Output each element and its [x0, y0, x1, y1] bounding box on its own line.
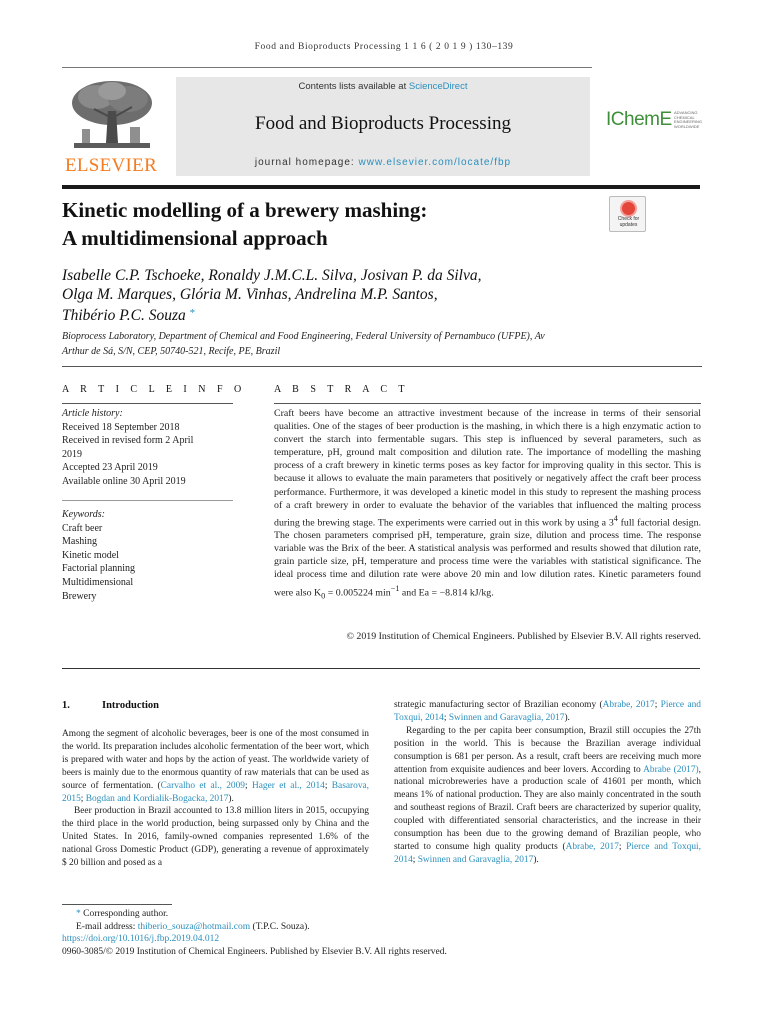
- article-info-label: A R T I C L E I N F O: [62, 384, 246, 395]
- doi-link[interactable]: https://doi.org/10.1016/j.fbp.2019.04.012: [62, 934, 220, 944]
- authors-line-3: [62, 304, 702, 325]
- section-number: 1.: [62, 700, 70, 711]
- elsevier-tree-logo-icon: [66, 77, 158, 153]
- abstract-label: A B S T R A C T: [274, 384, 410, 395]
- abstract-main: Craft beers have become an attractive investment because of the increase in terms of their sensorial qualities. One of the stages of beer production is the mashing, in which there is a high enzymatic action to convert the starch into fermentable sugars. This step is influenced by several parameters, such as temperature, pH, ground malt composition and dilution rate. The importance of modelling the mashing process of a craft brewery in kinetic terms poses as key factor for improving quality in this sector. This is because it allows to evaluate the main parameters that positively or negatively affect the craft beer process performance. Furthermore, it was developed a kinetic model in this study to represent the mashing process of a craft brewery in order to evaluate the behavior of the variables that influenced the malting process during the brewing stage. The experiments were carried out in this work by using a 3: [274, 408, 701, 529]
- elsevier-wordmark: ELSEVIER: [64, 155, 158, 176]
- keyword-item: Craft beer: [62, 522, 103, 534]
- separator: ;: [443, 712, 449, 723]
- journal-title: Food and Bioproducts Processing: [255, 113, 511, 134]
- keywords-label: Keywords:: [62, 509, 105, 520]
- history-divider: [62, 500, 233, 501]
- citation-link[interactable]: Abrabe, 2017: [602, 700, 655, 710]
- sciencedirect-link[interactable]: ScienceDirect: [408, 81, 468, 92]
- citation-link[interactable]: Pierce and Toxqui, 2014: [394, 841, 701, 865]
- email-note: [62, 921, 702, 934]
- email-link[interactable]: thiberio_souza@hotmail.com: [137, 921, 251, 932]
- title-line-1: Kinetic modelling of a brewery mashing:: [62, 198, 428, 222]
- abstract-text: [274, 407, 701, 602]
- citation-link[interactable]: Carvalho et al., 2009: [160, 780, 245, 791]
- journal-banner: [176, 77, 590, 176]
- citation-link[interactable]: Abrabe, 2017: [565, 841, 619, 852]
- abstract-copyright: © 2019 Institution of Chemical Engineers. Published by Elsevier B.V. All rights reserved.: [346, 631, 701, 642]
- paragraph-text: , national microbreweries have a production scale of 41601 per month, which means 1% of national production. They are also mainly concentrated in the south and southeast regions of Brazil. Craft beers are characterized by superior quality, coupled with differentiated sensorial characteristics, and the increase in their consumption has been due to the growing demand of Brazilian people, who started to consume high quality products (: [394, 764, 701, 852]
- footnote-rule: [62, 904, 172, 905]
- history-accepted: Accepted 23 April 2019: [62, 462, 158, 474]
- separator: ;: [324, 780, 332, 791]
- body-column-right: [394, 699, 701, 867]
- citation-link[interactable]: Swinnen and Garavaglia, 2017: [417, 854, 534, 865]
- header-divider: [62, 185, 700, 189]
- intro-paragraph-2: Beer production in Brazil accounted to 13.8 million liters in 2015, occupying the third place in the world production, being surpassed only by China and the United States. In 2016, family-owned companies represented 1.6% of the national Gross Domestic Product (GDP), generating a revenue of approximately $ 20 billion and posed as a: [62, 806, 369, 869]
- citation-link[interactable]: Hager et al., 2014: [251, 780, 325, 791]
- keyword-item: Factorial planning: [62, 563, 136, 575]
- affiliation-line-1: Bioprocess Laboratory, Department of Chemical and Food Engineering, Federal University of Pernambuco (UFPE), Av: [62, 331, 545, 342]
- check-for-updates-button[interactable]: [609, 196, 646, 232]
- icheme-logo[interactable]: [606, 105, 706, 135]
- bookmark-icon: [620, 200, 637, 217]
- paragraph-text: Among the segment of alcoholic beverages, beer is one of the most consumed in the world. Its preparation includes alcoholic fermentation of the beer wort, which is prepared with water and hops by the action of yeast. The worldwide variety of beers is mainly due to the enormous quantity of raw materials that can be used as source of fermentation. (: [62, 729, 369, 791]
- abstract-end: and Ea = −8.814 kJ/kg.: [399, 586, 494, 598]
- separator: ;: [412, 854, 418, 865]
- article-info-rule: [62, 403, 233, 404]
- info-top-rule: [62, 366, 702, 367]
- authors-line-1: Isabelle C.P. Tschoeke, Ronaldy J.M.C.L. Silva, Josivan P. da Silva,: [62, 267, 482, 284]
- history-received: Received 18 September 2018: [62, 421, 180, 433]
- body-divider: [62, 668, 700, 669]
- keyword-item: Multidimensional: [62, 576, 134, 588]
- paragraph-end: ).: [533, 854, 539, 865]
- contents-prefix: Contents lists available at: [298, 81, 409, 92]
- homepage-link[interactable]: www.elsevier.com/locate/fbp: [358, 157, 512, 168]
- article-history: [62, 407, 237, 489]
- history-online: Available online 30 April 2019: [62, 475, 186, 487]
- intro-paragraph-3: [394, 699, 701, 725]
- authors-line-2: Olga M. Marques, Glória M. Vinhas, Andrelina M.P. Santos,: [62, 286, 438, 303]
- running-head: Food and Bioproducts Processing 1 1 6 ( 2 0 1 9 ) 130–139: [254, 42, 514, 52]
- elsevier-logo[interactable]: [62, 77, 160, 177]
- footnote-star: *: [76, 909, 81, 919]
- citation-link[interactable]: Bogdan and Kordialik-Bogacka, 2017: [85, 793, 229, 804]
- top-rule: [62, 67, 592, 68]
- keywords-list: [62, 508, 237, 603]
- affiliation: [62, 329, 622, 359]
- separator: ;: [654, 700, 661, 710]
- abstract-mid: full factorial design. The chosen parameters comprised pH, temperature, grain size, dilution and process time. The response variable was the Brix of the beer. A statistical analysis was performed and results showed that dilution rate, grain particle size, pH, temperature and process time were the variables with statistical significance. The ideal process time and dilution rate were above 20 min and low dilution rates. Kinetic parameters found were also K: [274, 517, 702, 598]
- abstract-subscript: 0: [321, 590, 326, 600]
- icheme-tagline: ADVANCING CHEMICAL ENGINEERING WORLDWIDE: [674, 110, 703, 129]
- author-list: [62, 266, 702, 325]
- citation-link[interactable]: Pierce and Toxqui, 2014: [394, 700, 701, 723]
- intro-paragraph-4: [394, 725, 701, 867]
- history-revised-1: Received in revised form 2 April: [62, 435, 194, 447]
- keyword-item: Mashing: [62, 536, 97, 548]
- paragraph-end: ).: [564, 712, 570, 723]
- history-revised-2: 2019: [62, 448, 82, 460]
- intro-paragraph-1: [62, 728, 369, 805]
- paragraph-text: strategic manufacturing sector of Brazilian economy (: [394, 700, 603, 710]
- body-column-left: [62, 728, 369, 870]
- title-line-2: A multidimensional approach: [62, 226, 328, 250]
- corresponding-text: Corresponding author.: [83, 909, 169, 919]
- email-label: E-mail address:: [76, 921, 138, 932]
- keyword-item: Kinetic model: [62, 549, 119, 561]
- abstract-superscript: 4: [613, 513, 618, 523]
- affiliation-line-2: Arthur de Sá, S/N, CEP, 50740-521, Recife, PE, Brazil: [62, 346, 281, 357]
- homepage-prefix: journal homepage:: [254, 157, 359, 168]
- abstract-exponent: −1: [390, 583, 400, 593]
- abstract-rate: = 0.005224 min: [325, 586, 391, 598]
- section-heading: [62, 700, 159, 711]
- separator: ;: [80, 793, 86, 804]
- keyword-item: Brewery: [62, 590, 97, 602]
- issn-line: 0960-3085/© 2019 Institution of Chemical Engineers. Published by Elsevier B.V. All rights reserved.: [62, 946, 447, 957]
- check-for-updates-label: Check for updates: [617, 216, 640, 228]
- paragraph-end: ).: [228, 793, 234, 804]
- history-label: Article history:: [62, 408, 123, 419]
- journal-homepage: [176, 157, 590, 168]
- paragraph-text: Regarding to the per capita beer consumption, Brazil still occupies the 27th position in the world. This is because the Brazilian average individual consumption is 681 per person. As a result, craft beers are receiving much more attention from exquisite audiences and beer lovers. According to: [394, 725, 701, 775]
- corresponding-author-link[interactable]: *: [189, 307, 196, 319]
- icheme-wordmark: IChemE: [606, 109, 672, 130]
- separator: ;: [618, 841, 627, 852]
- footnotes: [62, 908, 702, 958]
- article-title: [62, 196, 582, 252]
- citation-link[interactable]: Abrabe (2017): [643, 764, 699, 775]
- contents-line: [176, 81, 590, 92]
- email-suffix: (T.P.C. Souza).: [250, 921, 310, 932]
- corresponding-author-name: Thibério P.C. Souza: [62, 307, 186, 324]
- separator: ;: [245, 780, 252, 791]
- corresponding-note: [62, 908, 702, 921]
- citation-link[interactable]: Basarova, 2015: [62, 780, 370, 804]
- abstract-rule: [274, 403, 701, 404]
- citation-link[interactable]: Swinnen and Garavaglia, 2017: [448, 712, 565, 723]
- section-title: Introduction: [102, 700, 159, 711]
